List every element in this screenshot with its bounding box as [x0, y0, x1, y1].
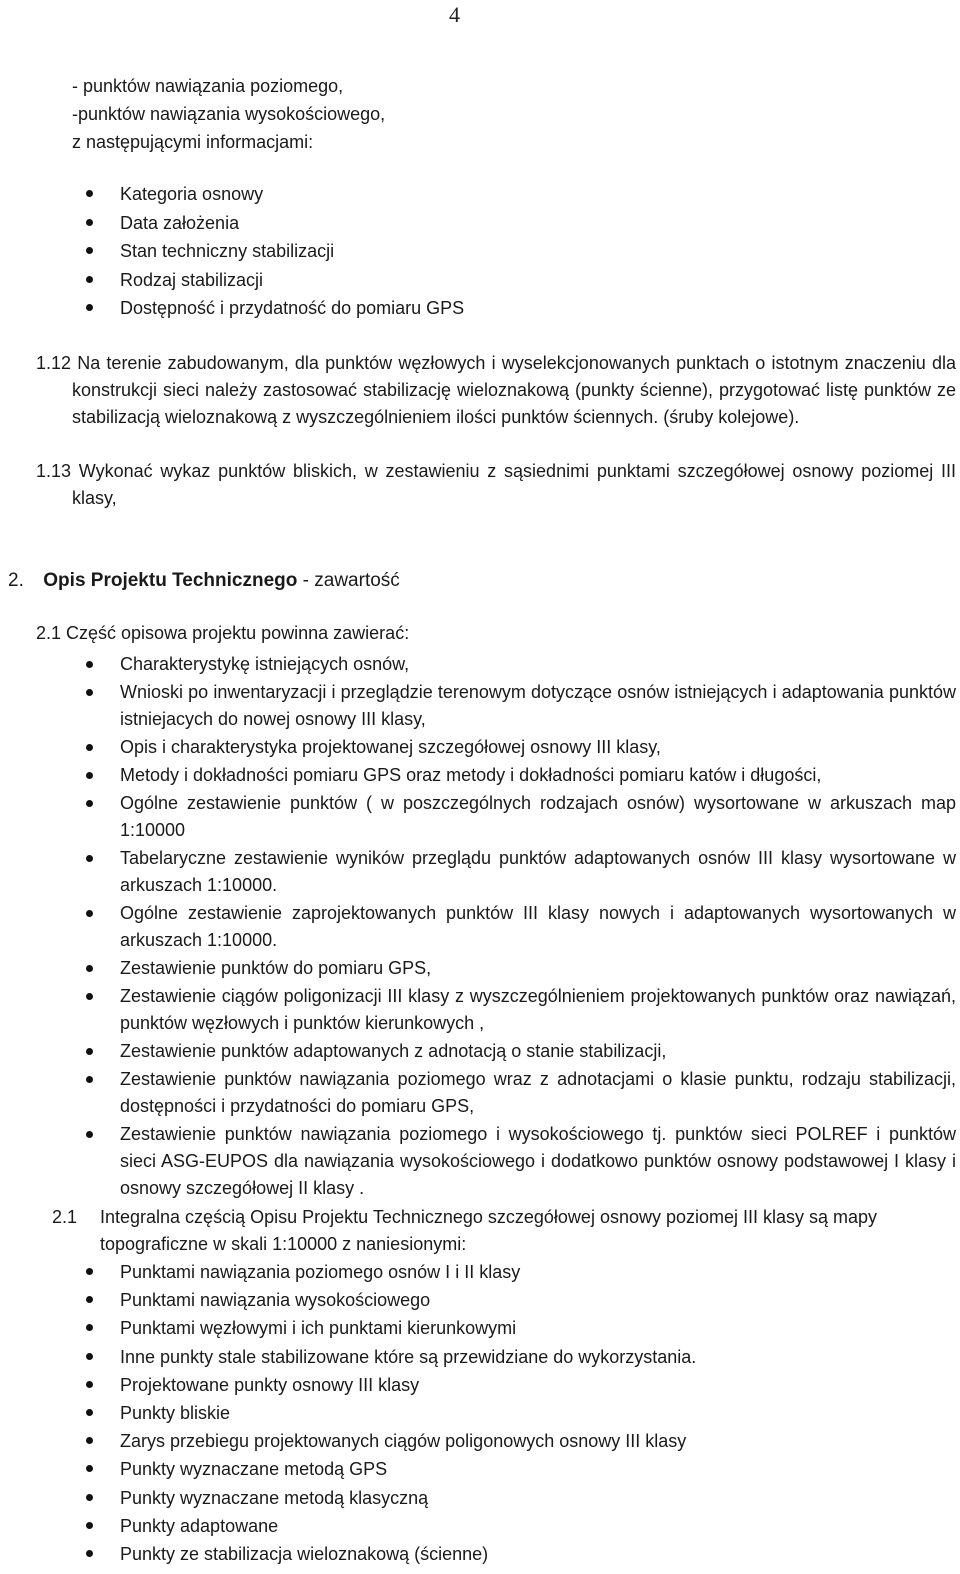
list-item: Zestawienie ciągów poligonizacji III klasy z wyszczególnieniem projektowanych punktów oraz nawiązań, punktów węzłowych i punktów kierunkowych ,: [120, 983, 956, 1037]
list-item: Dostępność i przydatność do pomiaru GPS: [120, 294, 820, 323]
list-item: Tabelaryczne zestawienie wyników przeglądu punktów adaptowanych osnów III klasy wysortowane w arkuszach 1:10000.: [120, 845, 956, 899]
intro-line: z następującymi informacjami:: [72, 132, 314, 152]
list-item: Zestawienie punktów adaptowanych z adnotacją o stanie stabilizacji,: [120, 1038, 956, 1065]
content-bullet-list: [120, 651, 956, 1203]
list-item: Ogólne zestawienie zaprojektowanych punktów III klasy nowych i adaptowanych wysortowanych w arkuszach 1:10000.: [120, 900, 956, 954]
list-item: Ogólne zestawienie punktów ( w poszczególnych rodzajach osnów) wysortowane w arkuszach map 1:10000: [120, 790, 956, 844]
info-bullet-list: [120, 180, 820, 323]
list-item: Stan techniczny stabilizacji: [120, 237, 820, 266]
list-item: Kategoria osnowy: [120, 180, 820, 209]
list-item: Opis i charakterystyka projektowanej szczegółowej osnowy III klasy,: [120, 734, 956, 761]
list-item: Rodzaj stabilizacji: [120, 266, 820, 295]
list-item: Punkty ze stabilizacja wieloznakową (ścienne): [120, 1540, 920, 1568]
list-item: Punktami nawiązania wysokościowego: [120, 1286, 920, 1314]
paragraph-text: 1.12 Na terenie zabudowanym, dla punktów węzłowych i wyselekcjonowanych punktach o istotnym znaczeniu dla konstrukcji sieci należy zastosować stabilizację wieloznakową (punkty ścienne), przygotować listę punktów ze stabilizacją wieloznakową z wyszczególnieniem ilości punktów ściennych. (śruby kolejowe).: [36, 353, 956, 427]
list-item: Metody i dokładności pomiaru GPS oraz metody i dokładności pomiaru katów i długości,: [120, 762, 956, 789]
section-title: Opis Projektu Technicznego: [43, 570, 298, 591]
intro-line: - punktów nawiązania poziomego,: [72, 76, 344, 96]
subsection-2-1-maps: [52, 1204, 956, 1258]
section-title-suffix: - zawartość: [297, 570, 400, 591]
intro-line: -punktów nawiązania wysokościowego,: [72, 104, 386, 124]
list-item: Data założenia: [120, 209, 820, 238]
list-item: Zestawienie punktów do pomiaru GPS,: [120, 955, 956, 982]
page-number: 4: [449, 2, 460, 27]
section-heading: [8, 570, 400, 592]
list-item: Punktami nawiązania poziomego osnów I i II klasy: [120, 1258, 920, 1286]
list-item: Wnioski po inwentaryzacji i przeglądzie terenowym dotyczące osnów istniejących i adaptowania punktów istniejacych do nowej osnowy III klasy,: [120, 679, 956, 733]
paragraph-text: 1.13 Wykonać wykaz punktów bliskich, w zestawieniu z sąsiednimi punktami szczegółowej osnowy poziomej III klasy,: [36, 461, 956, 508]
intro-block: [72, 72, 385, 156]
subsection-number: 2.1: [52, 1207, 78, 1227]
map-content-bullet-list: [120, 1258, 920, 1568]
list-item: Punkty wyznaczane metodą GPS: [120, 1455, 920, 1483]
list-item: Punkty adaptowane: [120, 1512, 920, 1540]
list-item: Zestawienie punktów nawiązania poziomego i wysokościowego tj. punktów sieci POLREF i punktów sieci ASG-EUPOS dla nawiązania wysokościowego i dodatkowo punktów osnowy podstawowej I klasy i osnowy szczegółowej II klasy .: [120, 1121, 956, 1202]
list-item: Punktami węzłowymi i ich punktami kierunkowymi: [120, 1314, 920, 1342]
list-item: Punkty wyznaczane metodą klasyczną: [120, 1484, 920, 1512]
paragraph-1-12: [36, 350, 956, 431]
list-item: Punkty bliskie: [120, 1399, 920, 1427]
list-item: Zestawienie punktów nawiązania poziomego wraz z adnotacjami o klasie punktu, rodzaju stabilizacji, dostępności i przydatności do pomiaru GPS,: [120, 1066, 956, 1120]
list-item: Charakterystykę istniejących osnów,: [120, 651, 956, 678]
section-number: 2.: [8, 570, 24, 591]
paragraph-1-13: [36, 458, 956, 512]
subsection-text: Integralna częścią Opisu Projektu Technicznego szczegółowej osnowy poziomej III klasy są mapy topograficzne w skali 1:10000 z naniesionymi:: [100, 1207, 878, 1254]
list-item: Zarys przebiegu projektowanych ciągów poligonowych osnowy III klasy: [120, 1427, 920, 1455]
list-item: Projektowane punkty osnowy III klasy: [120, 1371, 920, 1399]
subsection-2-1-heading: 2.1 Część opisowa projektu powinna zawierać:: [36, 623, 410, 643]
list-item: Inne punkty stale stabilizowane które są przewidziane do wykorzystania.: [120, 1343, 920, 1371]
